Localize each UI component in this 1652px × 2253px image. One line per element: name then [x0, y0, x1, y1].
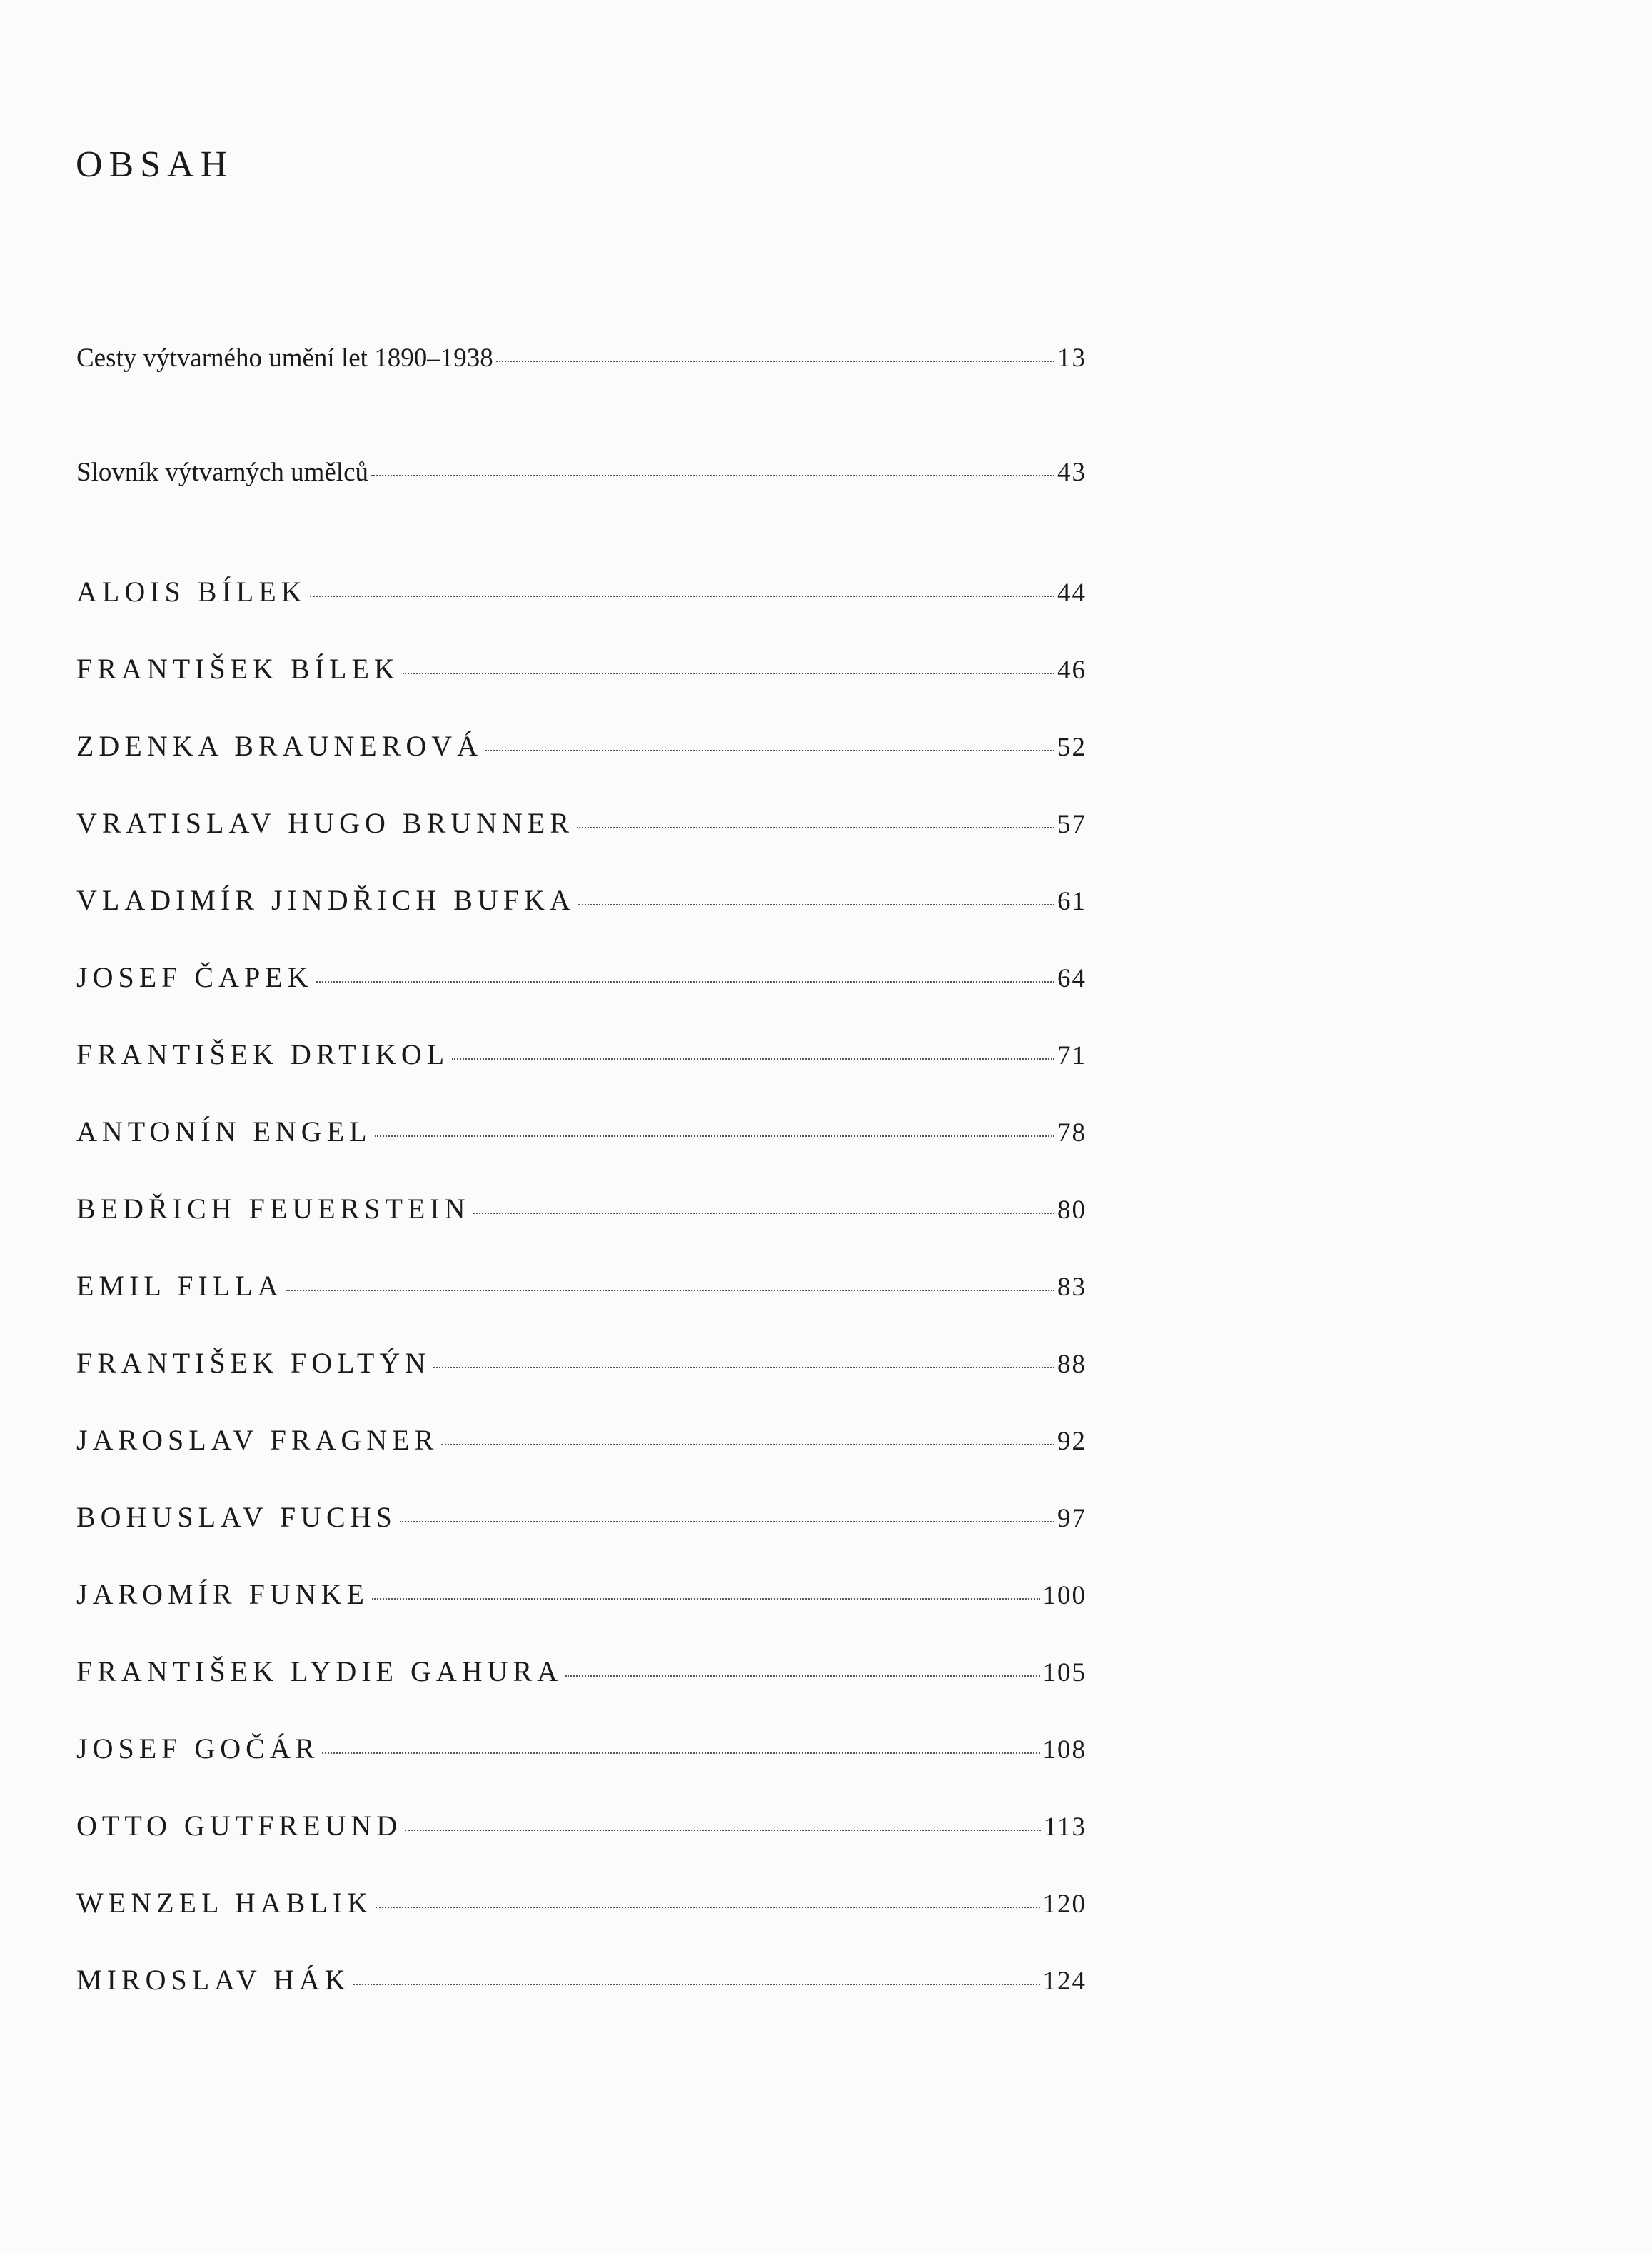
dot-leader — [452, 1058, 1054, 1060]
toc-artist-row[interactable] — [76, 1423, 1087, 1466]
toc-artist-name: BOHUSLAV FUCHS — [76, 1501, 397, 1533]
toc-page-number: 57 — [1057, 810, 1087, 839]
toc-page-number: 120 — [1042, 1890, 1087, 1919]
toc-page-number: 52 — [1057, 733, 1087, 762]
dot-leader — [375, 1135, 1054, 1137]
dot-leader — [353, 1984, 1040, 1985]
dot-leader — [371, 475, 1054, 476]
toc-artist-row[interactable] — [76, 883, 1087, 926]
toc-artist-row[interactable] — [76, 1500, 1087, 1543]
toc-page-number: 97 — [1057, 1504, 1087, 1533]
toc-artist-name: EMIL FILLA — [76, 1270, 283, 1302]
dot-leader — [310, 596, 1054, 597]
dot-leader — [372, 1598, 1040, 1600]
dot-leader — [473, 1213, 1054, 1214]
toc-artist-name: FRANTIŠEK LYDIE GAHURA — [76, 1655, 563, 1687]
toc-artist-name: JAROSLAV FRAGNER — [76, 1424, 439, 1456]
toc-page-number: 43 — [1057, 458, 1087, 487]
toc-artist-row[interactable] — [76, 1577, 1087, 1620]
toc-artist-row[interactable] — [76, 806, 1087, 849]
toc-page-number: 92 — [1057, 1427, 1087, 1456]
toc-artist-row[interactable] — [76, 1655, 1087, 1697]
dot-leader — [565, 1675, 1039, 1677]
toc-artist-row[interactable] — [76, 575, 1087, 618]
toc-artist-name: ANTONÍN ENGEL — [76, 1115, 372, 1148]
toc-section-title: Slovník výtvarných umělců — [76, 458, 368, 487]
dot-leader — [496, 361, 1054, 362]
toc-artist-name: BEDŘICH FEUERSTEIN — [76, 1193, 470, 1225]
toc-section-title: Cesty výtvarného umění let 1890–1938 — [76, 343, 493, 373]
dot-leader — [403, 673, 1054, 674]
toc-page-number: 124 — [1042, 1967, 1087, 1996]
toc-page-number: 105 — [1042, 1658, 1087, 1687]
toc-page-number: 100 — [1042, 1581, 1087, 1610]
dot-leader — [441, 1444, 1054, 1445]
dot-leader — [578, 904, 1054, 905]
toc-artist-name: JOSEF GOČÁR — [76, 1732, 320, 1765]
toc-page-number: 108 — [1042, 1735, 1087, 1765]
toc-artist-name: MIROSLAV HÁK — [76, 1964, 351, 1996]
toc-artist-name: VLADIMÍR JINDŘICH BUFKA — [76, 884, 575, 916]
toc-artist-row[interactable] — [76, 1038, 1087, 1080]
toc-artist-row[interactable] — [76, 1732, 1087, 1775]
toc-artist-row[interactable] — [76, 1269, 1087, 1312]
toc-artist-name: FRANTIŠEK BÍLEK — [76, 653, 400, 685]
toc-artist-row[interactable] — [76, 652, 1087, 695]
toc-page-number: 13 — [1057, 343, 1087, 373]
toc-page-number: 80 — [1057, 1195, 1087, 1225]
toc-section-row[interactable] — [76, 343, 1087, 386]
page-title: OBSAH — [76, 144, 234, 185]
toc-artist-row[interactable] — [76, 1809, 1087, 1852]
toc-artist-row[interactable] — [76, 1346, 1087, 1389]
toc-artist-name: VRATISLAV HUGO BRUNNER — [76, 807, 575, 839]
toc-artist-name: ZDENKA BRAUNEROVÁ — [76, 730, 483, 762]
toc-page-number: 64 — [1057, 964, 1087, 993]
toc-page-number: 113 — [1043, 1812, 1087, 1842]
toc-page-number: 83 — [1057, 1273, 1087, 1302]
toc-page-number: 61 — [1057, 887, 1087, 916]
dot-leader — [400, 1521, 1054, 1522]
dot-leader — [433, 1367, 1054, 1368]
dot-leader — [316, 981, 1054, 983]
toc-artist-row[interactable] — [76, 729, 1087, 772]
toc-artist-row[interactable] — [76, 1963, 1087, 2006]
toc-artist-name: FRANTIŠEK DRTIKOL — [76, 1038, 450, 1070]
toc-artist-name: JAROMÍR FUNKE — [76, 1578, 369, 1610]
dot-leader — [286, 1290, 1054, 1291]
dot-leader — [405, 1830, 1041, 1831]
toc-artist-name: WENZEL HABLIK — [76, 1887, 373, 1919]
dot-leader — [322, 1752, 1039, 1754]
toc-artist-name: JOSEF ČAPEK — [76, 961, 313, 993]
dot-leader — [485, 750, 1054, 751]
toc-page-number: 71 — [1057, 1041, 1087, 1070]
dot-leader — [577, 827, 1054, 828]
toc-page-number: 46 — [1057, 656, 1087, 685]
toc-page-number: 88 — [1057, 1350, 1087, 1379]
toc-artist-name: OTTO GUTFREUND — [76, 1810, 403, 1842]
toc-artist-row[interactable] — [76, 1886, 1087, 1929]
toc-artist-name: FRANTIŠEK FOLTÝN — [76, 1347, 431, 1379]
toc-section-row[interactable] — [76, 457, 1087, 500]
dot-leader — [376, 1907, 1040, 1908]
toc-page-number: 78 — [1057, 1118, 1087, 1148]
toc-artist-row[interactable] — [76, 1192, 1087, 1235]
toc-artist-row[interactable] — [76, 960, 1087, 1003]
toc-artist-name: ALOIS BÍLEK — [76, 576, 307, 608]
toc-page-number: 44 — [1057, 578, 1087, 608]
toc-artist-row[interactable] — [76, 1115, 1087, 1158]
